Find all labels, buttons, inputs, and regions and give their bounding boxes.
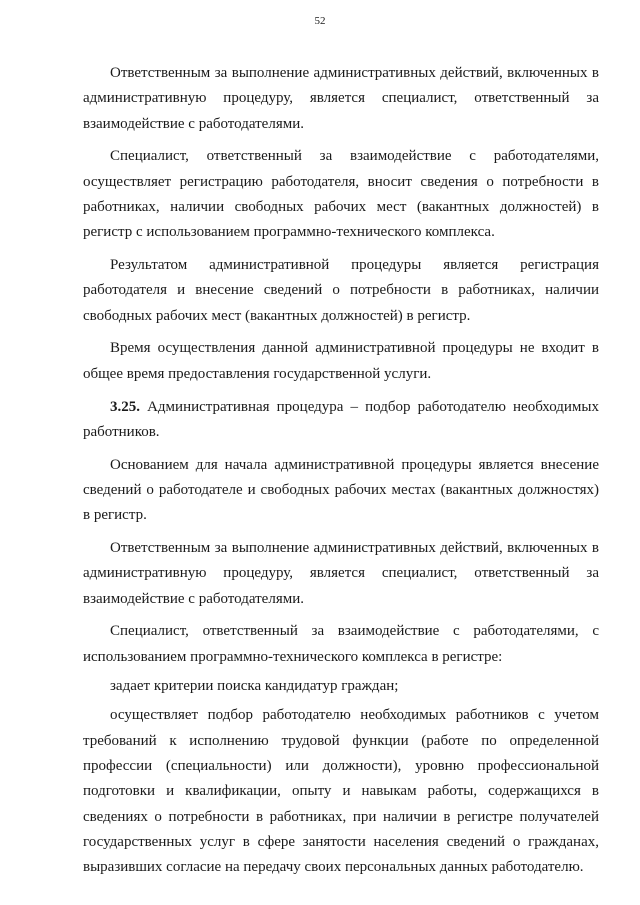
paragraph-basis: Основанием для начала административной процедуры является внесение сведений о работодателе и свободных рабочих местах (вакантных должностях) в регистр. bbox=[83, 456, 599, 524]
document-body bbox=[83, 61, 599, 880]
paragraph-specialist-actions: Специалист, ответственный за взаимодействие с работодателями, с использованием программно-технического комплекса в регистре: bbox=[83, 623, 599, 665]
section-heading-3-25 bbox=[83, 395, 599, 446]
paragraph-responsible-1: Ответственным за выполнение административных действий, включенных в административную процедуру, является специалист, ответственный за взаимодействие с работодателями. bbox=[83, 65, 599, 132]
list-item-selection: осуществляет подбор работодателю необходимых работников с учетом требований к исполнению трудовой функции (работе по определенной профессии (специальности) или должности), уровню профессиональной подготовки и квалификации, опыту и навыкам работы, содержащихся в сведениях о потребности в работниках, при наличии в регистре получателей государственных услуг в сфере занятости населения сведений о гражданах, выразивших согласие на передачу своих персональных данных работодателю. bbox=[83, 707, 599, 876]
page-number: 52 bbox=[314, 15, 326, 27]
paragraph-result: Результатом административной процедуры является регистрация работодателя и внесение сведений о потребности в работниках, наличии свободных рабочих мест (вакантных должностей) в регистр. bbox=[83, 257, 599, 324]
section-heading-text: Административная процедура – подбор работодателю необходимых работников. bbox=[83, 398, 599, 440]
list-item-criteria: задает критерии поиска кандидатур граждан; bbox=[110, 678, 399, 695]
paragraph-specialist-registration: Специалист, ответственный за взаимодействие с работодателями, осуществляет регистрацию работодателя, вносит сведения о потребности в работниках, наличии свободных рабочих мест (вакантных должностей) в регистр с использованием программно-технического комплекса. bbox=[83, 148, 599, 241]
paragraph-time: Время осуществления данной административной процедуры не входит в общее время предоставления государственной услуги. bbox=[83, 340, 599, 382]
section-number: 3.25. bbox=[110, 398, 140, 415]
paragraph-responsible-2: Ответственным за выполнение административных действий, включенных в административную процедуру, является специалист, ответственный за взаимодействие с работодателями. bbox=[83, 540, 599, 607]
